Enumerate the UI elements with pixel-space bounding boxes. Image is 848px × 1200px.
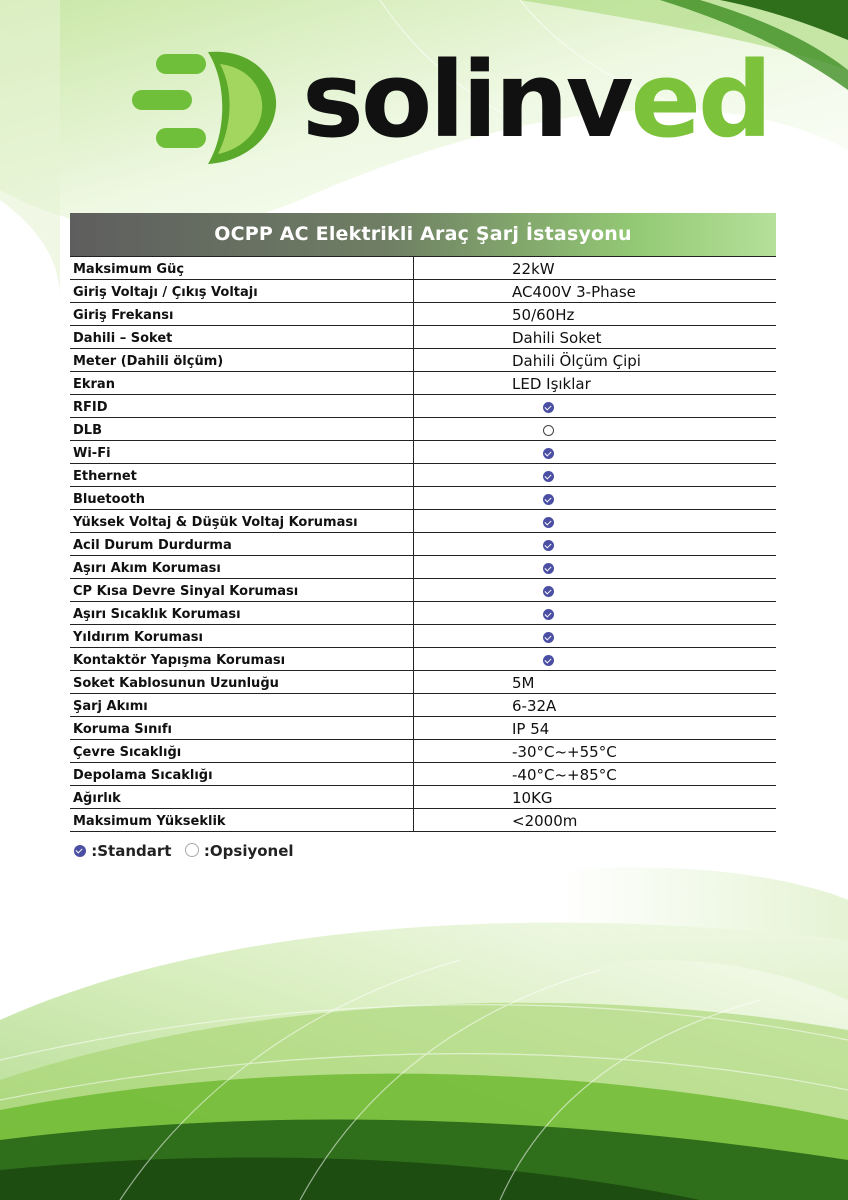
legend bbox=[74, 842, 302, 860]
spec-value: 6-32A bbox=[414, 694, 777, 717]
brand-wordmark-main: solinv bbox=[302, 39, 631, 161]
legend-optional-label: :Opsiyonel bbox=[203, 842, 294, 860]
spec-row bbox=[70, 533, 776, 556]
spec-label: Yıldırım Koruması bbox=[70, 625, 414, 648]
brand-wordmark-accent: ed bbox=[630, 39, 770, 161]
spec-value: <2000m bbox=[414, 809, 777, 832]
spec-row bbox=[70, 303, 776, 326]
spec-label: Kontaktör Yapışma Koruması bbox=[70, 648, 414, 671]
spec-label: Depolama Sıcaklığı bbox=[70, 763, 414, 786]
spec-label: Ağırlık bbox=[70, 786, 414, 809]
spec-row bbox=[70, 326, 776, 349]
spec-label: CP Kısa Devre Sinyal Koruması bbox=[70, 579, 414, 602]
spec-row bbox=[70, 510, 776, 533]
spec-row bbox=[70, 280, 776, 303]
spec-label: Ekran bbox=[70, 372, 414, 395]
spec-label: Şarj Akımı bbox=[70, 694, 414, 717]
spec-label: Aşırı Sıcaklık Koruması bbox=[70, 602, 414, 625]
spec-value: -30°C~+55°C bbox=[414, 740, 777, 763]
spec-mark-cell bbox=[414, 625, 777, 648]
spec-row bbox=[70, 671, 776, 694]
spec-row bbox=[70, 579, 776, 602]
spec-label: Giriş Frekansı bbox=[70, 303, 414, 326]
legend-standard-label: :Standart bbox=[91, 842, 172, 860]
check-filled-icon bbox=[543, 563, 554, 574]
spec-row bbox=[70, 441, 776, 464]
spec-sheet bbox=[70, 213, 776, 832]
spec-row bbox=[70, 372, 776, 395]
spec-label: DLB bbox=[70, 418, 414, 441]
spec-label: Meter (Dahili ölçüm) bbox=[70, 349, 414, 372]
spec-table-body bbox=[70, 257, 776, 832]
spec-label: Çevre Sıcaklığı bbox=[70, 740, 414, 763]
solinved-logo bbox=[128, 39, 770, 174]
spec-row bbox=[70, 763, 776, 786]
check-filled-icon bbox=[543, 655, 554, 666]
check-filled-icon bbox=[543, 494, 554, 505]
spec-mark-cell bbox=[414, 418, 777, 441]
spec-mark-cell bbox=[414, 533, 777, 556]
spec-label: Koruma Sınıfı bbox=[70, 717, 414, 740]
spec-label: Dahili – Soket bbox=[70, 326, 414, 349]
spec-mark-cell bbox=[414, 395, 777, 418]
check-filled-icon bbox=[543, 632, 554, 643]
spec-label: Soket Kablosunun Uzunluğu bbox=[70, 671, 414, 694]
spec-mark-cell bbox=[414, 556, 777, 579]
check-filled-icon bbox=[543, 517, 554, 528]
spec-label: Bluetooth bbox=[70, 487, 414, 510]
circle-empty-icon bbox=[185, 843, 199, 857]
circle-empty-icon bbox=[543, 425, 554, 436]
check-filled-icon bbox=[543, 471, 554, 482]
check-filled-icon bbox=[543, 402, 554, 413]
spec-row bbox=[70, 602, 776, 625]
spec-mark-cell bbox=[414, 510, 777, 533]
spec-row bbox=[70, 418, 776, 441]
check-filled-icon bbox=[543, 448, 554, 459]
spec-row bbox=[70, 464, 776, 487]
spec-value: Dahili Ölçüm Çipi bbox=[414, 349, 777, 372]
spec-mark-cell bbox=[414, 487, 777, 510]
spec-mark-cell bbox=[414, 579, 777, 602]
spec-value: -40°C~+85°C bbox=[414, 763, 777, 786]
spec-row bbox=[70, 625, 776, 648]
check-filled-icon bbox=[543, 586, 554, 597]
spec-mark-cell bbox=[414, 602, 777, 625]
spec-label: Ethernet bbox=[70, 464, 414, 487]
spec-table bbox=[70, 256, 776, 832]
spec-mark-cell bbox=[414, 464, 777, 487]
spec-mark-cell bbox=[414, 441, 777, 464]
spec-value: Dahili Soket bbox=[414, 326, 777, 349]
spec-row bbox=[70, 395, 776, 418]
spec-row bbox=[70, 786, 776, 809]
check-filled-icon bbox=[543, 609, 554, 620]
spec-value: LED Işıklar bbox=[414, 372, 777, 395]
spec-row bbox=[70, 648, 776, 671]
spec-label: Maksimum Güç bbox=[70, 257, 414, 280]
spec-label: Wi-Fi bbox=[70, 441, 414, 464]
check-filled-icon bbox=[74, 845, 86, 857]
spec-value: AC400V 3-Phase bbox=[414, 280, 777, 303]
spec-value: 10KG bbox=[414, 786, 777, 809]
spec-mark-cell bbox=[414, 648, 777, 671]
spec-label: Yüksek Voltaj & Düşük Voltaj Koruması bbox=[70, 510, 414, 533]
brand-wordmark bbox=[302, 39, 770, 161]
leaf-bulb-icon bbox=[128, 44, 308, 174]
spec-row bbox=[70, 809, 776, 832]
spec-value: 22kW bbox=[414, 257, 777, 280]
spec-row bbox=[70, 694, 776, 717]
spec-row bbox=[70, 717, 776, 740]
spec-value: IP 54 bbox=[414, 717, 777, 740]
spec-label: Acil Durum Durdurma bbox=[70, 533, 414, 556]
spec-row bbox=[70, 487, 776, 510]
spec-label: Maksimum Yükseklik bbox=[70, 809, 414, 832]
spec-row bbox=[70, 740, 776, 763]
spec-value: 5M bbox=[414, 671, 777, 694]
check-filled-icon bbox=[543, 540, 554, 551]
spec-sheet-title: OCPP AC Elektrikli Araç Şarj İstasyonu bbox=[70, 213, 776, 256]
spec-label: RFID bbox=[70, 395, 414, 418]
spec-label: Aşırı Akım Koruması bbox=[70, 556, 414, 579]
spec-row bbox=[70, 257, 776, 280]
spec-row bbox=[70, 556, 776, 579]
spec-row bbox=[70, 349, 776, 372]
spec-value: 50/60Hz bbox=[414, 303, 777, 326]
spec-label: Giriş Voltajı / Çıkış Voltajı bbox=[70, 280, 414, 303]
